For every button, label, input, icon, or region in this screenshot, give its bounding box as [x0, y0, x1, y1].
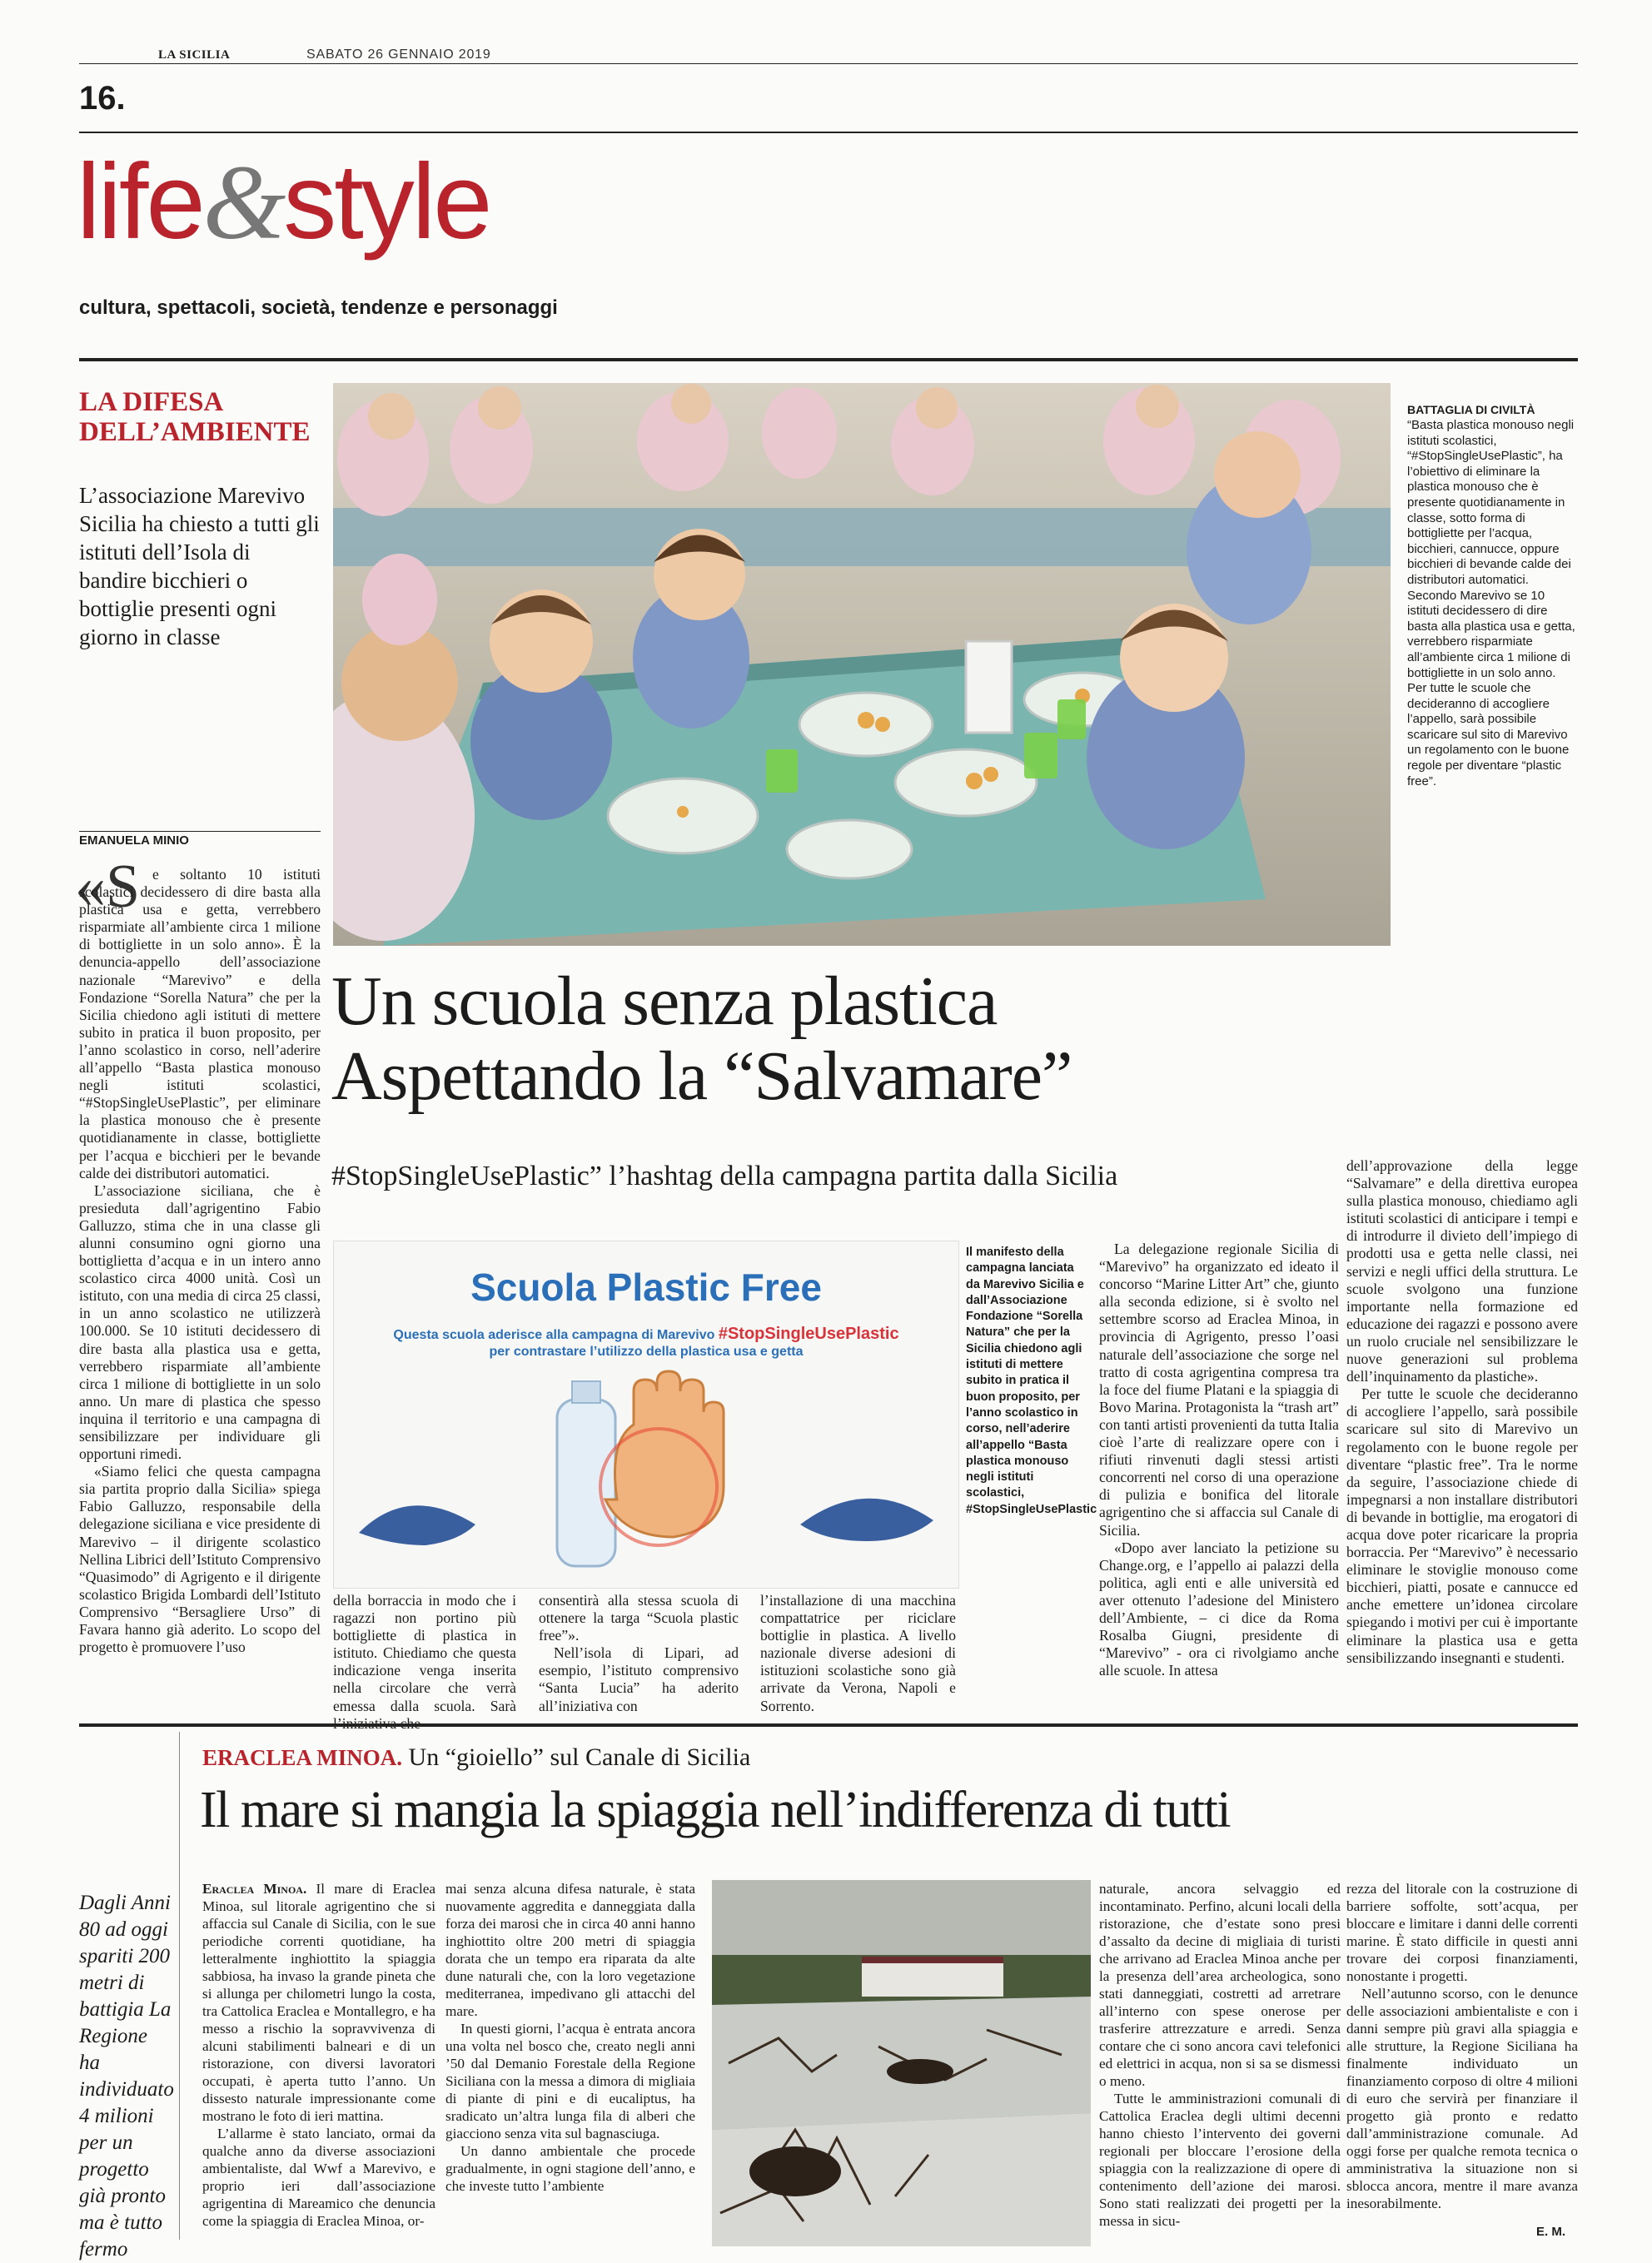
- poster-caption: Il manifesto della campagna lanciata da Marevivo Sicilia e dall’Associazione Fondazione “Sorella Natura” che per la Sicilia chiedono agli istituti di mettere subito in pratica il buon proposito, per l’anno scolastico in corso, nell’aderire all’appello “Basta plastica monouso negli istituti scolastici, #StopSingleUsePlastic: [966, 1246, 1097, 1516]
- masthead-date: SABATO 26 GENNAIO 2019: [306, 47, 491, 62]
- article1-col6: [1346, 1157, 1578, 1667]
- section-subtitle: cultura, spettacoli, società, tendenze e personaggi: [79, 296, 558, 319]
- article2-c2-p3: Un danno ambientale che procede gradualmente, in ogni stagione dell’anno, e che investe tutto l’ambiente: [445, 2143, 695, 2194]
- article2-c2-p1: mai senza alcuna difesa naturale, è stata nuovamente aggredita e danneggiata dalla forza dei marosi che in circa 40 anni hanno inghiottito oltre 200 metri di spiaggia dorata che un tempo era riparata da alte dune naturali che, con la loro vegetazione mediterranea, impedivano gli attacchi del mare.: [445, 1881, 695, 2019]
- section-title-amp: &: [202, 143, 284, 261]
- beach-erosion-photo: [712, 1880, 1091, 2246]
- poster-hashtag: #StopSingleUsePlastic: [718, 1325, 899, 1343]
- article1-col3: [539, 1592, 739, 1715]
- poster-title: Scuola Plastic Free: [470, 1266, 822, 1309]
- children-canteen-photo: [333, 383, 1391, 946]
- article2-sidebar: Dagli Anni 80 ad oggi spariti 200 metri di battigia La Regione ha individuato 4 milioni per un progetto già pronto ma è tutto fermo: [79, 1892, 174, 2261]
- col1-p3: «Siamo felici che questa campagna sia partita proprio dalla Sicilia» spiega Fabio Galluzzo, responsabile della delegazione siciliana e vice presidente di Marevivo – il dirigente scolastico Nellina Librici dell’Istituto Comprensivo “Quasimodo” di Agrigento e il dirigente scolastico Brigida Lombardi dell’Istituto Comprensivo “Bersagliere Urso” di Favara hanno già aderito. Lo scopo del progetto è promuovere l’uso: [79, 1463, 321, 1656]
- photo-caption-title: BATTAGLIA DI CIVILTÀ: [1407, 403, 1535, 416]
- article1-col2: della borraccia in modo che i ragazzi non portino più bottigliette di plastica in istituto. Chiediamo che questa indicazione venga inserita nella circolare che verrà emessa dalla scuola. Sarà: [333, 1592, 516, 1714]
- dropcap-quote: «: [75, 853, 106, 921]
- poster-line-1a: Questa scuola aderisce alla campagna di Marevivo: [393, 1328, 719, 1342]
- photo-caption: “Basta plastica monouso negli istituti scolastici, “#StopSingleUsePlastic”, ha l’obiettivo di eliminare la plastica monouso che è presente quotidianamente in classe, sotto forma di bottigliette per l’acqua, bicchieri, cannucce, oppure bicchieri di bevande calde dei distributori automatici. Secondo Marevivo se 10 istituti decidessero di dire basta alla plastica usa e getta, verrebbero risparmiate all’ambiente circa 1 milione di bottigliette in un solo anno. Per tutte le scuole che decideranno di accogliere l’appello, sarà possibile scaricare sul sito di Marevivo un regolamento con le buone regole per diventare “plastic free”.: [1407, 418, 1575, 788]
- dropcap-letter: S: [106, 853, 141, 921]
- article2-col4: [1346, 1880, 1578, 2212]
- poster-illustration: [334, 1366, 958, 1588]
- article2-c4-p1: rezza del litorale con la costruzione di barriere soffolte, sott’acqua, per bloccare e limitare i danni delle correnti marine. È stato difficile in questi anni trovare dei corposi finanziamenti, nonostante i progetti.: [1346, 1881, 1578, 1984]
- masthead-paper: LA SICILIA: [158, 48, 231, 62]
- article1-byline: EMANUELA MINIO: [79, 833, 189, 848]
- article2-c3-p1: naturale, ancora selvaggio ed incontaminato. Perfino, alcuni locali della ristorazione, che d’estate sono presi d’assalto da decine di migliaia di turisti che arrivano ad Eraclea Minoa anche per la presenza dell’area archeologica, sono stati danneggiati, costretti ad arretrare all’interno con spese onerose per trasferire attrezzature e arredi. Senza contare che ci sono ancora cavi telefonici ed elettrici in acqua, non si sa se dismessi o meno.: [1099, 1881, 1341, 2089]
- article2-kicker-text: Un “gioiello” sul Canale di Sicilia: [408, 1743, 751, 1771]
- article2-c2-p2: In questi giorni, l’acqua è entrata ancora una volta nel bosco che, creato negli anni ’50 dal Demanio Forestale della Regione Siciliana con la messa a dimora di migliaia di piante di pini e di eucaliptus, ha sradicato un’altra lunga fila di alberi che giacciono senza vita sul bagnasciuga.: [445, 2021, 695, 2141]
- article2-c1-text: Il mare di Eraclea Minoa, sul litorale agrigentino che si affaccia sul Canale di Sicilia, con le sue periodiche correnti quotidiane, ha letteralmente inghiottito la spiaggia sabbiosa, ha invaso la grande pineta che si allunga per chilometri lungo la costa, tra Cattolica Eraclea e Montallegro, e ha messo a rischio la sopravvivenza di alcuni stabilimenti balneari e di un ristorazione, con diversi lavoratori occupati, è aperta tutto l’anno. Un dissesto naturale impressionante come mostrano le foto di ieri mattina.: [202, 1881, 435, 2124]
- article2-lead: Eraclea Minoa.: [202, 1881, 307, 1897]
- article1-kicker: LA DIFESA DELL’AMBIENTE: [79, 387, 311, 447]
- col5-p2: «Dopo aver lanciato la petizione su Change.org, e l’appello ai palazzi della politica, agli enti e alle università ed aver ottenuto l’adesione del Ministero dell’Ambiente, – ci dice da Roma Rosalba Giugni, presidente di “Marevivo” - ora ci rivolgiamo anche alle scuole. In attesa: [1099, 1539, 1339, 1679]
- col5-p1: La delegazione regionale Sicilia di “Marevivo” ha organizzato ed ideato il concorso “Marine Litter Art” che, giunto alla seconda edizione, si è svolto nel settembre scorso ad Eraclea Minoa, in provincia di Agrigento, presso l’oasi naturale dell’associazione che sorge nel tratto di costa agrigentina compresa tra la foce del fiume Platani e la spiaggia di Bovo Marina. Protagonista la “trash art” con tanti artisti provenienti da tutta Italia cioè l’arte di realizzare opere con i rifiuti rinvenuti dagli stessi artisti concorrenti nel corso di una operazione di pulizia e bonifica del litorale agrigentino che si affaccia sul Canale di Sicilia.: [1099, 1241, 1339, 1539]
- poster-line-2: per contrastare l’utilizzo della plastica usa e getta: [489, 1345, 804, 1359]
- article2-headline: Il mare si mangia la spiaggia nell’indifferenza di tutti: [200, 1782, 1231, 1838]
- col6-p2: Per tutte le scuole che decideranno di accogliere l’appello, sarà possibile scaricare sul sito di Marevivo un regolamento con le buone regole per diventare “plastic free”. Tra le norme da seguire, l’associazione chiede di impegnarsi a non installare distributori di bevande in bottiglie, ma erogatori di acqua dove poter ricaricare la propria borraccia. Per “Marevivo” è necessario eliminare le stoviglie monouso come bicchieri, piatti, posate e cannucce ed anche emettere un’idonea circolare spiegando i motivi per cui è importante eliminare la plastica usa e getta sensibilizzando insegnanti e studenti.: [1346, 1385, 1578, 1666]
- article1-headline-1: Un scuola senza plastica: [331, 962, 998, 1040]
- article2-c4-p2: Nell’autunno scorso, con le denunce delle associazioni ambientaliste e con i danni sempre più gravi alla spiaggia e alle strutture, la Regione Siciliana ha finalmente individuato un finanziamento corposo di oltre 4 milioni di euro che servirà per finanziare il progetto già pronto e redatto dall’amministrazione comunale. Ad oggi forse per qualche remota tecnica o amministrativa la situazione non si sblocca ancora, mentre il mare avanza inesorabilmente.: [1346, 1986, 1578, 2211]
- article2-col3: [1099, 1880, 1341, 2230]
- col1-p2: L’associazione siciliana, che è presieduta dall’agrigentino Fabio Galluzzo, stima che in una classe gli alunni consumino ogni giorno una bottiglietta d’acqua e in un intero anno scolastico circa 4000 unità. Così un istituto, con una media di circa 25 classi, in un anno scolastico ne utilizzerà 100.000. Se 10 istituti decidessero di dire basta alla plastica usa e getta, verrebbero risparmiate all’ambiente circa 1 milione di bottigliette in un solo anno. Un mare di plastica che spesso inquina il territorio e una campagna di sensibilizzare per individuare gli opportuni rimedi.: [79, 1181, 321, 1463]
- article2-kicker: [202, 1743, 750, 1772]
- article2-c1-p2: L’allarme è stato lanciato, ormai da qualche anno da diverse associazioni ambientaliste, dal Wwf a Marevivo, e proprio ieri dall’associazione agrigentina di Mareamico che denuncia come la spiaggia di Eraclea Minoa, or-: [202, 2126, 435, 2229]
- section-title-style: style: [283, 142, 490, 261]
- section-title: [77, 142, 490, 261]
- article1-col5: [1099, 1241, 1339, 1679]
- col3-p2: Nell’isola di Lipari, ad esempio, l’istituto comprensivo “Santa Lucia” ha aderito all’iniziativa con: [539, 1644, 739, 1714]
- article2-col1: [202, 1880, 435, 2230]
- article2-c1-p1: [202, 1880, 435, 2125]
- page-number: 16.: [79, 80, 126, 117]
- poster-image: [333, 1241, 959, 1589]
- article1-headline-2: Aspettando la “Salvamare”: [331, 1037, 1072, 1115]
- article1-col4: l’installazione di una macchina compattatrice per riciclare bottiglie in plastica. A livello nazionale diverse adesioni di istituzioni scolastiche sono già arrivate da Verona, Napoli e Sorrento.: [760, 1592, 956, 1714]
- article1-summary: L’associazione Marevivo Sicilia ha chiesto a tutti gli istituti dell’Isola di bandire bicchieri o bottiglie presenti ogni giorno in classe: [79, 483, 320, 649]
- col6-p1: dell’approvazione della legge “Salvamare” e della direttiva europea sulla plastica monouso, chiediamo agli istituti scolastici di anticipare i tempi e di introdurre il divieto dell’impiego di prodotti usa e getta nelle classi, nei servizi e negli uffici della struttura. Le scuole svolgono una funzione importante nella formazione ed educazione dei ragazzi e possono avere un ruolo cruciale nel sensibilizzare le nuove generazioni sul problema dell’inquinamento da plastiche».: [1346, 1157, 1578, 1385]
- article2-c3-p2: Tutte le amministrazioni comunali di Cattolica Eraclea degli ultimi decenni hanno chiesto l’intervento dei governi regionali per bloccare l’erosione della spiaggia con la realizzazione di opere di contenimento dell’azione dei marosi. Sono stati realizzati dei progetti per la messa in sicu-: [1099, 2091, 1341, 2229]
- article2-kicker-place: ERACLEA MINOA.: [202, 1745, 403, 1770]
- article1-subheadline: #StopSingleUsePlastic” l’hashtag della campagna partita dalla Sicilia: [331, 1161, 1118, 1191]
- article2-col2: [445, 1880, 695, 2195]
- section-title-life: life: [77, 142, 203, 261]
- article2-signature: E. M.: [1536, 2225, 1566, 2239]
- poster-line-1: [334, 1325, 958, 1344]
- children-canteen-illustration: [333, 383, 1391, 946]
- article1-col1: [79, 866, 321, 1656]
- col3-p1: consentirà alla stessa scuola di ottenere la targa “Scuola plastic free”».: [539, 1592, 739, 1644]
- col1-p1: e soltanto 10 istituti scolastici decidessero di dire basta alla plastica usa e getta, verrebbero risparmiate all’ambiente circa 1 milione di bottigliette in un solo anno». È la denuncia-appello dell’associazione nazionale “Marevivo” e della Fondazione “Sorella Natura” che per la Sicilia chiedono agli istituti di mettere subito in pratica il buon proposito, per l’anno scolastico in corso, nell’aderire all’appello “Basta plastica monouso negli istituti scolastici, “#StopSingleUsePlastic”, per eliminare la plastica monouso che è presente quotidianamente in classe, bottigliette per l’acqua e bicchieri per le bevande calde dei distributori automatici.: [79, 866, 321, 1181]
- beach-erosion-illustration: [712, 1880, 1091, 2246]
